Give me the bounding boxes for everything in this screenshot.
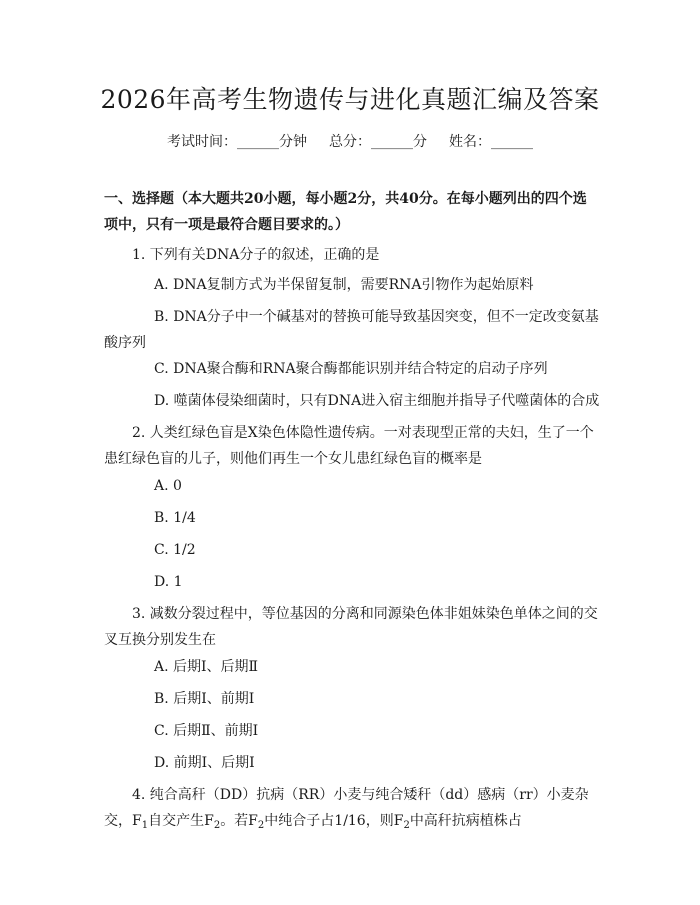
question-2-option-c: C. 1/2 [154,542,196,558]
section-heading: 一、选择题（本大题共20小题，每小题2分，共40分。在每小题列出的四个选项中，只有一项是最符合题目要求的。） [104,191,587,233]
name-blank: ______ [491,134,533,150]
score-blank: ______ [371,134,413,150]
question-4-stem-part-5: 中高秆抗病植株占 [409,813,522,829]
question-4-stem-part-3: 。若F [220,813,258,829]
question-4-stem-part-2: 自交产生F [148,813,214,829]
question-2-option-a: A. 0 [154,478,182,494]
question-2-option-d: D. 1 [154,574,183,590]
score-unit: 分 [413,134,427,150]
question-3-option-b: B. 后期Ⅰ、前期Ⅰ [154,691,255,707]
question-3-option-a: A. 后期Ⅰ、后期Ⅱ [154,659,259,675]
question-2-option-b: B. 1/4 [154,510,196,526]
subscript-2b: 2 [257,820,265,831]
question-1-option-c: C. DNA聚合酶和RNA聚合酶都能识别并结合特定的启动子序列 [154,361,548,377]
subscript-2: 2 [213,820,221,831]
question-4-stem-part-1: 4. 纯合高秆（DD）抗病（RR）小麦与纯合矮秆（dd）感病（rr）小麦杂交，F [104,787,589,829]
subscript-1: 1 [141,820,149,831]
question-1-option-a: A. DNA复制方式为半保留复制，需要RNA引物作为起始原料 [154,277,534,293]
time-label: 考试时间： [167,134,237,150]
exam-meta-line [0,131,700,151]
question-3-stem: 3. 减数分裂过程中，等位基因的分离和同源染色体非姐妹染色单体之间的交叉互换分别发生在 [104,606,598,648]
name-label: 姓名： [449,134,491,150]
question-2-stem: 2. 人类红绿色盲是X染色体隐性遗传病。一对表现型正常的夫妇，生了一个患红绿色盲的儿子，则他们再生一个女儿患红绿色盲的概率是 [104,425,594,467]
time-blank: ______ [237,134,279,150]
question-4-stem [104,782,600,834]
page-title: 2026年高考生物遗传与进化真题汇编及答案 [100,85,600,114]
question-4-stem-part-4: 中纯合子占1/16，则F [264,813,404,829]
question-3-option-c: C. 后期Ⅱ、前期Ⅰ [154,723,259,739]
question-1-stem: 1. 下列有关DNA分子的叙述，正确的是 [132,247,380,263]
subscript-2c: 2 [403,820,410,831]
question-1-option-d: D. 噬菌体侵染细菌时，只有DNA进入宿主细胞并指导子代噬菌体的合成 [154,393,600,409]
question-1-option-b: B. DNA分子中一个碱基对的替换可能导致基因突变，但不一定改变氨基酸序列 [104,309,599,351]
score-label: 总分： [329,134,371,150]
time-unit: 分钟 [279,134,307,150]
question-3-option-d: D. 前期Ⅰ、后期Ⅰ [154,755,255,771]
